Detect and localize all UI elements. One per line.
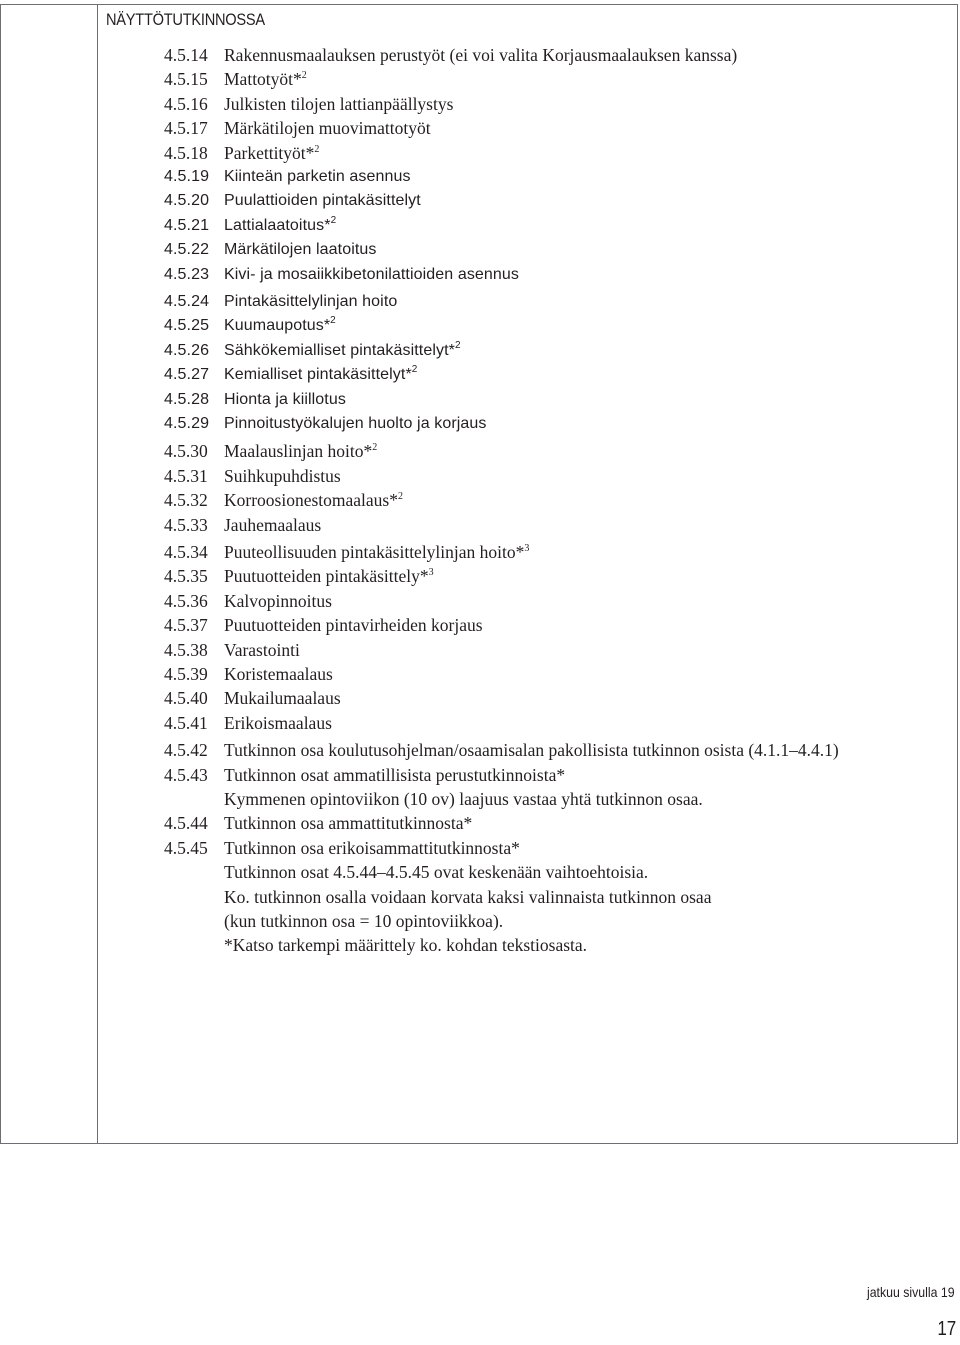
item-label: Kemialliset pintakäsittelyt* <box>224 366 412 384</box>
item-label: Pinnoitustyökalujen huolto ja korjaus <box>224 414 487 432</box>
item-text <box>224 388 346 412</box>
item-label: Tutkinnon osa erikoisammattitutkinnosta* <box>224 837 520 858</box>
footnote-superscript: 2 <box>330 315 336 327</box>
item-text <box>224 263 519 287</box>
list-item <box>164 388 954 412</box>
item-number: 4.5.15 <box>164 69 208 90</box>
list-item <box>164 488 954 512</box>
list-item <box>164 214 954 238</box>
item-text <box>224 290 397 314</box>
item-text <box>224 412 487 436</box>
item-label: Jauhemaalaus <box>224 514 322 535</box>
item-number: 4.5.40 <box>164 688 208 709</box>
item-text <box>224 67 307 91</box>
list-item <box>164 290 954 314</box>
list-item <box>164 464 954 488</box>
item-text <box>224 439 377 463</box>
list-item <box>164 686 954 710</box>
item-number: 4.5.20 <box>164 192 210 210</box>
item-label: Tutkinnon osa ammattitutkinnosta* <box>224 813 473 834</box>
item-number: 4.5.37 <box>164 615 208 636</box>
list-item <box>164 909 954 933</box>
footnote-superscript: 2 <box>454 339 461 351</box>
item-text <box>224 165 411 189</box>
item-label: Erikoismaalaus <box>224 712 332 733</box>
section-header: NÄYTTÖTUTKINNOSSA <box>106 10 265 29</box>
item-number: 4.5.34 <box>164 542 208 563</box>
item-label: Hionta ja kiillotus <box>224 390 346 408</box>
page-number: 17 <box>937 1318 956 1340</box>
item-number: 4.5.45 <box>164 837 208 858</box>
item-text <box>224 909 503 933</box>
list-item <box>164 439 954 463</box>
list-item <box>164 67 954 91</box>
item-text <box>224 686 341 710</box>
item-number: 4.5.19 <box>164 167 210 185</box>
footnote-superscript: 3 <box>428 567 434 579</box>
item-text <box>224 638 300 662</box>
footnote-superscript: 2 <box>330 214 337 226</box>
item-number: 4.5.41 <box>164 712 208 733</box>
list-item <box>164 933 954 957</box>
item-number: 4.5.44 <box>164 813 208 834</box>
item-number: 4.5.18 <box>164 142 208 163</box>
item-number: 4.5.39 <box>164 664 208 685</box>
list-item <box>164 43 954 67</box>
item-text <box>224 836 520 860</box>
footnote-superscript: 2 <box>314 143 320 155</box>
footnote-superscript: 3 <box>524 543 530 555</box>
item-label: Mukailumaalaus <box>224 688 341 709</box>
item-label: Kalvopinnoitus <box>224 590 332 611</box>
item-label: Tutkinnon osa koulutusohjelman/osaamisalan pakollisista tutkinnon osista (4.1.1–4.4.1) <box>224 740 839 761</box>
item-label: Puuteollisuuden pintakäsittelylinjan hoito* <box>224 542 525 563</box>
list-item <box>164 314 954 338</box>
item-label: Märkätilojen laatoitus <box>224 241 377 259</box>
list-item <box>164 738 954 762</box>
item-number: 4.5.25 <box>164 317 210 335</box>
footnote-superscript: 2 <box>372 442 378 454</box>
item-number: 4.5.43 <box>164 764 208 785</box>
item-label: Ko. tutkinnon osalla voidaan korvata kaksi valinnaista tutkinnon osaa <box>224 886 712 907</box>
item-label: Tutkinnon osat ammatillisista perustutkinnoista* <box>224 764 566 785</box>
item-text <box>224 811 472 835</box>
list-item <box>164 860 954 884</box>
item-label: Märkätilojen muovimattotyöt <box>224 118 431 139</box>
item-text <box>224 763 565 787</box>
list-item <box>164 263 954 287</box>
item-text <box>224 363 417 387</box>
item-number: 4.5.26 <box>164 341 210 359</box>
item-text <box>224 711 332 735</box>
item-number: 4.5.35 <box>164 566 208 587</box>
item-label: *Katso tarkempi määrittely ko. kohdan tekstiosasta. <box>224 935 588 956</box>
list-item <box>164 238 954 262</box>
list-item <box>164 513 954 537</box>
item-text <box>224 238 377 262</box>
item-number: 4.5.21 <box>164 216 210 234</box>
list-item <box>164 613 954 637</box>
item-text <box>224 141 319 165</box>
item-number: 4.5.28 <box>164 390 210 408</box>
item-text <box>224 513 321 537</box>
item-label: Sähkökemialliset pintakäsittelyt* <box>224 341 455 359</box>
item-label: Rakennusmaalauksen perustyöt (ei voi valita Korjausmaalauksen kanssa) <box>224 45 738 65</box>
content-table <box>0 4 958 1144</box>
item-label: Kuumaupotus* <box>224 317 331 335</box>
item-label: Kivi- ja mosaiikkibetonilattioiden asennus <box>224 265 520 283</box>
list-item <box>164 116 954 140</box>
list-item <box>164 564 954 588</box>
item-text <box>224 540 529 564</box>
item-number: 4.5.29 <box>164 414 210 432</box>
list-item <box>164 165 954 189</box>
item-label: Mattotyöt* <box>224 69 302 90</box>
item-text <box>224 933 587 957</box>
item-label: Puutuotteiden pintakäsittely* <box>224 566 429 587</box>
list-item <box>164 885 954 909</box>
list-item <box>164 540 954 564</box>
item-label: Julkisten tilojen lattianpäällystys <box>224 93 454 114</box>
item-text <box>224 464 341 488</box>
list-item <box>164 92 954 116</box>
item-label: Suihkupuhdistus <box>224 465 341 486</box>
item-number: 4.5.38 <box>164 639 208 660</box>
item-text <box>224 662 333 686</box>
item-label: Puutuotteiden pintavirheiden korjaus <box>224 615 483 636</box>
item-number: 4.5.14 <box>164 45 208 65</box>
item-text <box>224 488 403 512</box>
list-item <box>164 811 954 835</box>
item-label: (kun tutkinnon osa = 10 opintoviikkoa). <box>224 911 504 932</box>
item-number: 4.5.30 <box>164 441 208 462</box>
item-number: 4.5.33 <box>164 514 208 535</box>
item-number: 4.5.16 <box>164 93 208 114</box>
item-label: Korroosionestomaalaus* <box>224 490 398 511</box>
list-item <box>164 412 954 436</box>
item-label: Tutkinnon osat 4.5.44–4.5.45 ovat keskenään vaihtoehtoisia. <box>224 862 649 883</box>
item-number: 4.5.31 <box>164 465 208 486</box>
list-item <box>164 363 954 387</box>
footnote-superscript: 2 <box>411 364 418 376</box>
item-number: 4.5.24 <box>164 293 210 310</box>
list-item <box>164 711 954 735</box>
item-text <box>224 860 648 884</box>
item-number: 4.5.42 <box>164 740 208 761</box>
item-text <box>224 613 483 637</box>
item-text <box>224 589 332 613</box>
item-number: 4.5.32 <box>164 490 208 511</box>
continued-note: jatkuu sivulla 19 <box>867 1284 955 1300</box>
item-label: Pintakäsittelylinjan hoito <box>224 293 398 310</box>
item-number: 4.5.36 <box>164 590 208 611</box>
item-text <box>224 43 737 67</box>
item-label: Kymmenen opintoviikon (10 ov) laajuus vastaa yhtä tutkinnon osaa. <box>224 789 703 810</box>
item-label: Koristemaalaus <box>224 664 333 685</box>
list-item <box>164 638 954 662</box>
list-item <box>164 589 954 613</box>
list-item <box>164 141 954 165</box>
item-text <box>224 738 839 762</box>
list-item <box>164 836 954 860</box>
item-text <box>224 116 431 140</box>
list-item <box>164 339 954 363</box>
list-item <box>164 662 954 686</box>
item-text <box>224 564 434 588</box>
item-text <box>224 214 336 238</box>
item-label: Varastointi <box>224 639 300 660</box>
list-item <box>164 189 954 213</box>
item-text <box>224 314 336 338</box>
item-number: 4.5.17 <box>164 118 208 139</box>
item-label: Kiinteän parketin asennus <box>224 167 411 185</box>
item-number: 4.5.22 <box>164 241 210 259</box>
item-text <box>224 189 421 213</box>
item-label: Lattialaatoitus* <box>224 216 331 234</box>
item-text <box>224 885 711 909</box>
footnote-superscript: 2 <box>398 491 403 503</box>
item-label: Parkettityöt* <box>224 142 315 163</box>
footnote-superscript: 2 <box>301 70 307 82</box>
item-number: 4.5.27 <box>164 366 210 384</box>
item-text <box>224 92 453 116</box>
item-text <box>224 787 703 811</box>
list-item <box>164 787 954 811</box>
item-label: Maalauslinjan hoito* <box>224 441 373 462</box>
list-item <box>164 763 954 787</box>
item-label: Puulattioiden pintakäsittelyt <box>224 192 421 210</box>
left-column <box>1 5 98 1143</box>
item-list <box>164 43 954 958</box>
item-text <box>224 339 461 363</box>
item-number: 4.5.23 <box>164 265 210 283</box>
